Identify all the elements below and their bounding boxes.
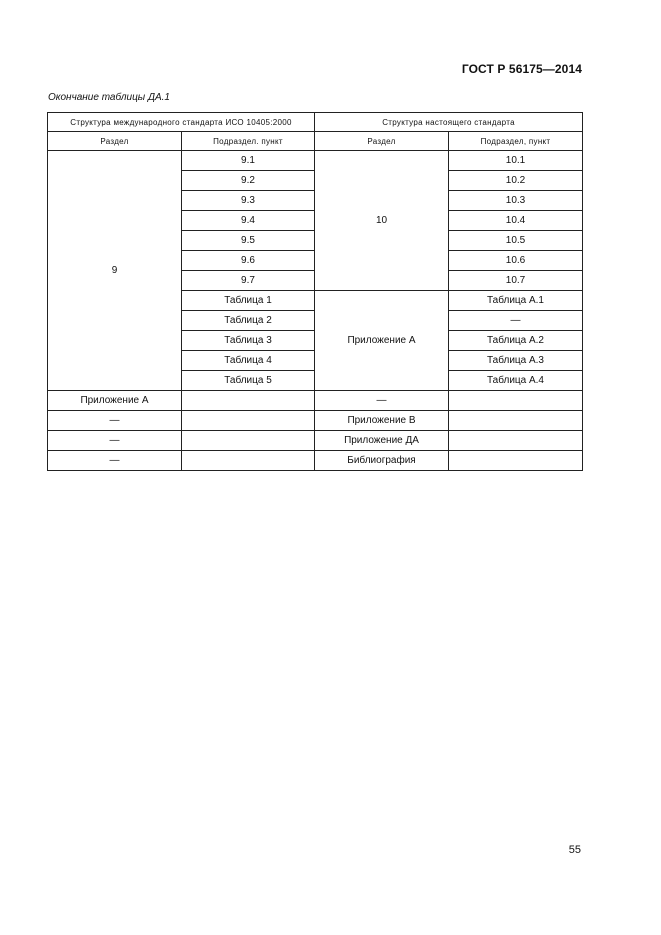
nat-subsection-cell: 10.2 [449, 171, 583, 191]
table-row [48, 151, 583, 171]
col-header-intl-section: Раздел [48, 132, 182, 151]
nat-subsection-cell: 10.6 [449, 251, 583, 271]
intl-section-cell: Приложение А [48, 391, 182, 411]
nat-subsection-cell: Таблица А.1 [449, 291, 583, 311]
col-header-intl-subsection: Подраздел. пункт [182, 132, 315, 151]
nat-section-cell: 10 [315, 151, 449, 291]
table-row [48, 391, 583, 411]
table-row [48, 431, 583, 451]
nat-subsection-cell: Таблица А.4 [449, 371, 583, 391]
nat-section-cell: Приложение ДА [315, 431, 449, 451]
intl-standard-header: Структура международного стандарта ИСО 10405:2000 [48, 113, 315, 132]
intl-section-cell: — [48, 451, 182, 471]
intl-subsection-cell: Таблица 4 [182, 351, 315, 371]
intl-subsection-cell [182, 391, 315, 411]
intl-section-cell: — [48, 411, 182, 431]
table-caption: Окончание таблицы ДА.1 [48, 92, 170, 103]
national-standard-header: Структура настоящего стандарта [315, 113, 583, 132]
table-row [48, 451, 583, 471]
table-row [48, 411, 583, 431]
nat-subsection-cell: 10.7 [449, 271, 583, 291]
page-number: 55 [568, 844, 581, 856]
intl-subsection-cell: Таблица 2 [182, 311, 315, 331]
structure-comparison-table [47, 112, 583, 471]
nat-section-cell: — [315, 391, 449, 411]
nat-subsection-cell: 10.1 [449, 151, 583, 171]
intl-subsection-cell: Таблица 1 [182, 291, 315, 311]
nat-subsection-cell: 10.3 [449, 191, 583, 211]
nat-subsection-cell: — [449, 311, 583, 331]
nat-subsection-cell [449, 431, 583, 451]
intl-subsection-cell [182, 451, 315, 471]
nat-subsection-cell [449, 451, 583, 471]
intl-subsection-cell [182, 431, 315, 451]
nat-subsection-cell: Таблица А.3 [449, 351, 583, 371]
intl-section-cell: 9 [48, 151, 182, 391]
col-header-nat-section: Раздел [315, 132, 449, 151]
document-code: ГОСТ Р 56175—2014 [461, 62, 582, 76]
nat-subsection-cell: Таблица А.2 [449, 331, 583, 351]
nat-subsection-cell [449, 411, 583, 431]
intl-subsection-cell: 9.1 [182, 151, 315, 171]
intl-subsection-cell: 9.2 [182, 171, 315, 191]
nat-subsection-cell: 10.4 [449, 211, 583, 231]
col-header-nat-subsection: Подраздел, пункт [449, 132, 583, 151]
nat-section-cell: Приложение В [315, 411, 449, 431]
intl-subsection-cell: 9.5 [182, 231, 315, 251]
nat-section-cell: Библиография [315, 451, 449, 471]
intl-section-cell: — [48, 431, 182, 451]
nat-subsection-cell: 10.5 [449, 231, 583, 251]
intl-subsection-cell: 9.7 [182, 271, 315, 291]
nat-section-cell: Приложение А [315, 291, 449, 391]
column-header-row [48, 132, 583, 151]
intl-subsection-cell: 9.3 [182, 191, 315, 211]
intl-subsection-cell: 9.4 [182, 211, 315, 231]
intl-subsection-cell: Таблица 3 [182, 331, 315, 351]
intl-subsection-cell: Таблица 5 [182, 371, 315, 391]
nat-subsection-cell [449, 391, 583, 411]
intl-subsection-cell: 9.6 [182, 251, 315, 271]
group-header-row [48, 113, 583, 132]
intl-subsection-cell [182, 411, 315, 431]
